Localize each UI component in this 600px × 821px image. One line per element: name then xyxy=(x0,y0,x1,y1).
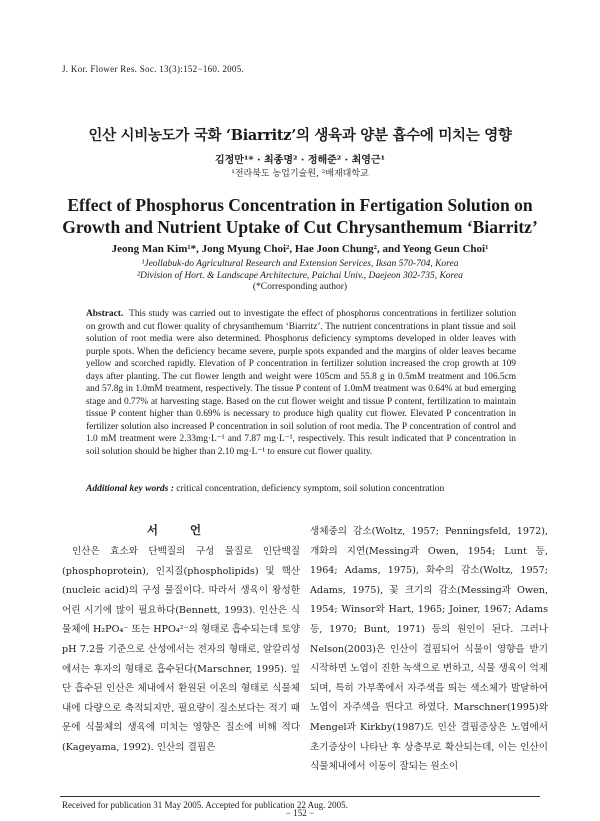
english-title xyxy=(60,194,540,238)
section-heading-introduction: 서 언 xyxy=(146,523,216,537)
english-title-line-2: Growth and Nutrient Uptake of Cut Chrysanthemum ‘Biarritz’ xyxy=(62,217,538,237)
keywords-label: Additional key words : xyxy=(86,484,174,494)
footnote-divider xyxy=(60,796,540,797)
abstract xyxy=(86,308,516,459)
right-column xyxy=(310,522,548,777)
intro-paragraph: 인산은 효소와 단백질의 구성 물질로 인단백질(phosphoprotein), 인지질(phospholipids) 및 핵산(nucleic acid)의 구성 물질이다. 따라서 생육이 왕성한 어린 시기에 많이 필요하다(Bennett, 1993). 인산은 식물체에 H₂PO₄⁻ 또는 HPO₄²⁻의 형태로 흡수되는데 토양 pH 7.2를 기준으로 산성에서는 전자의 형태로, 알칼리성에서는 후자의 형태로 흡수된다(Marschner, 1995). 일단 흡수된 인산은 체내에서 환원된 이온의 형태로 식물체 내에 다량으로 축적되지만, 필요량이 질소보다는 적기 때문에 식물체의 생육에 미치는 영향은 질소에 비해 적다(Kageyama, 1992). 인산의 결핍은 xyxy=(62,546,300,753)
korean-authors: 김정만¹* · 최종명² · 정해준² · 최영근¹ xyxy=(214,155,385,166)
corresponding-author-note: (*Corresponding author) xyxy=(252,282,348,292)
intro-continuation: 생체중의 감소(Woltz, 1957; Penningsfeld, 1972), 개화의 지연(Messing과 Owen, 1954; Lunt 등, 1964; Adams, 1975), 화수의 감소(Woltz, 1957; Adams, 1975), 꽃 크기의 감소(Messing과 Owen, 1954; Winsor와 Hart, 1965; Joiner, 1967; Adams 등, 1970; Bunt, 1971) 등의 원인이 된다. 그러나 Nelson(2003)은 인산이 결핍되어 식물이 영향을 받기 시작하면 노엽이 진한 녹색으로 변하고, 식물 생육이 억제되며, 특히 가부쪽에서 자주색을 띄는 색소체가 발달하여 노엽이 자주색을 띈다고 하였다. Marschner(1995)와 Mengel과 Kirkby(1987)도 인산 결핍증상은 노엽에서 초기증상이 나타난 후 상층부로 확산되는데, 이는 인산이 식물체내에서 이동이 잘되는 원소이 xyxy=(310,526,548,773)
abstract-label: Abstract. xyxy=(86,309,124,319)
affiliation-2: ²Division of Hort. & Landscape Architecture, Paichai Univ., Daejeon 302-735, Korea xyxy=(137,271,463,281)
korean-affiliations: ¹전라북도 농업기술원, ²배재대학교 xyxy=(231,169,369,179)
abstract-text: This study was carried out to investigate the effect of phosphorus concentrations in fertilizer solution on growth and cut flower quality of chrysanthemum ‘Biarritz’. The nutrient concentrations in plant tissue and soil solution of root media were also determined. Phosphorus deficiency symptoms developed in older leaves with purple spots. When the deficiency became severe, purple spots expanded and the margins of older leaves became yellow and scorched rapidly. Elevation of P concentration in fertilizer solution increased the crop growth at 109 days after planting. The cut flower length and weight were 105cm and 55.8 g in 0.5mM treatment and 106.5cm and 57.8g in 1.0mM treatment, respectively. The tissue P content of 1.0mM treatment was 0.64% at bud emerging stage and 0.77% at harvesting stage. Based on the cut flower weight and tissue P content, fertilization to maintain tissue P content higher than 0.69% is necessary to produce high quality cut flower. Elevated P concentration in fertilizer solution also increased P concentration in soil solution of root media. The P concentration of control and 1.0 mM treatment were 2.33mg·L⁻¹ and 7.87 mg·L⁻¹, respectively. This result indicated that P concentration in soil solution should be higher than 2.10 mg·L⁻¹ to ensure cut flower quality. xyxy=(86,309,517,458)
left-column xyxy=(62,542,300,758)
journal-citation: J. Kor. Flower Res. Soc. 13(3):152−160. 2005. xyxy=(62,64,245,74)
page-number: − 152 − xyxy=(285,808,315,818)
english-title-line-1: Effect of Phosphorus Concentration in Fertigation Solution on xyxy=(67,195,533,215)
keywords-text: critical concentration, deficiency symptom, soil solution concentration xyxy=(176,484,445,494)
additional-keywords xyxy=(86,484,516,494)
korean-title: 인산 시비농도가 국화 ‘Biarritz’의 생육과 양분 흡수에 미치는 영향 xyxy=(88,127,512,144)
affiliation-1: ¹Jeollabuk-do Agricultural Research and Extension Services, Iksan 570-704, Korea xyxy=(141,259,459,269)
english-authors: Jeong Man Kim¹*, Jong Myung Choi², Hae Joon Chung², and Yeong Geun Choi¹ xyxy=(111,243,489,255)
received-note: Received for publication 31 May 2005. Accepted for publication 22 Aug. 2005. xyxy=(62,800,348,810)
english-affiliations xyxy=(0,258,600,282)
